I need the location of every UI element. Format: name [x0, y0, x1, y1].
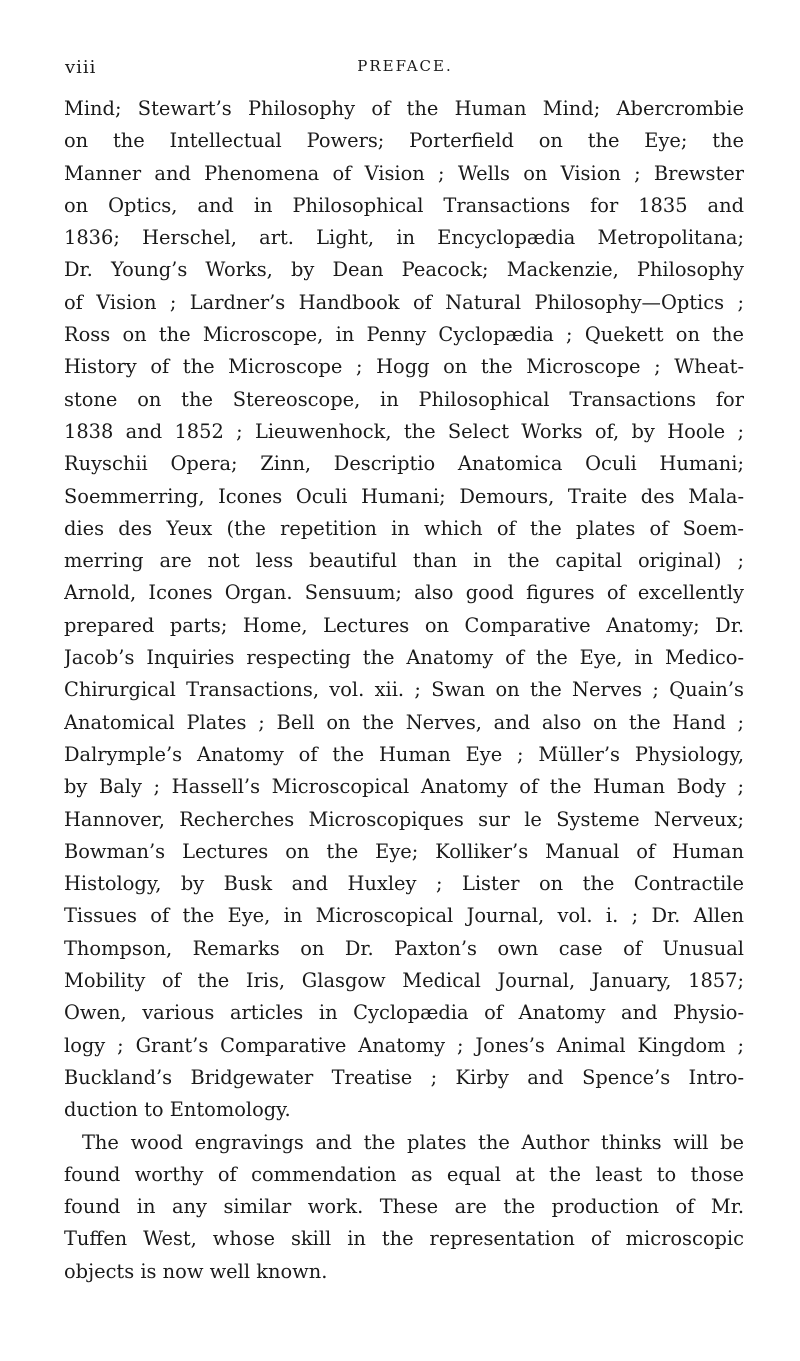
text-line: duction to Entomology. [64, 1098, 291, 1122]
text-line: objects is now well known. [64, 1259, 328, 1283]
text-line: Ross on the Microscope, in Penny Cyclopædia ; Quekett on the [64, 323, 744, 347]
text-line: Arnold, Icones Organ. Sensuum; also good figures of excellently [64, 581, 744, 605]
text-line: Dr. Young’s Works, by Dean Peacock; Mackenzie, Philosophy [64, 258, 744, 282]
text-line: Manner and Phenomena of Vision ; Wells on Vision ; Brewster [64, 161, 744, 185]
text-line: 1836; Herschel, art. Light, in Encyclopædia Metropolitana; [64, 226, 744, 250]
running-head [65, 57, 745, 85]
text-line: Chirurgical Transactions, vol. xii. ; Swan on the Nerves ; Quain’s [64, 678, 744, 702]
running-title: PREFACE. [357, 57, 453, 75]
text-line: Thompson, Remarks on Dr. Paxton’s own case of Unusual [64, 936, 744, 960]
text-line: on Optics, and in Philosophical Transactions for 1835 and [64, 193, 744, 217]
body-text [64, 93, 744, 1288]
text-line: Owen, various articles in Cyclopædia of Anatomy and Physio- [64, 1001, 744, 1025]
text-line: found in any similar work. These are the production of Mr. [64, 1195, 744, 1219]
text-line: Dalrymple’s Anatomy of the Human Eye ; Müller’s Physiology, [64, 742, 744, 766]
text-line: Hannover, Recherches Microscopiques sur le Systeme Nerveux; [64, 807, 744, 831]
text-line: Histology, by Busk and Huxley ; Lister on the Contractile [64, 872, 744, 896]
text-line: Buckland’s Bridgewater Treatise ; Kirby and Spence’s Intro- [64, 1065, 744, 1089]
text-line: Jacob’s Inquiries respecting the Anatomy of the Eye, in Medico- [64, 646, 744, 670]
text-line: The wood engravings and the plates the Author thinks will be [82, 1130, 744, 1154]
text-line: Bowman’s Lectures on the Eye; Kolliker’s Manual of Human [64, 839, 744, 863]
text-line: Tuffen West, whose skill in the representation of microscopic [64, 1227, 744, 1251]
text-line: by Baly ; Hassell’s Microscopical Anatomy of the Human Body ; [64, 775, 744, 799]
text-line: dies des Yeux (the repetition in which of the plates of Soem- [64, 516, 744, 540]
text-line: Soemmerring, Icones Oculi Humani; Demours, Traite des Mala- [64, 484, 744, 508]
page-number: viii [65, 57, 97, 78]
text-line: on the Intellectual Powers; Porterfield on the Eye; the [64, 129, 744, 153]
text-line: of Vision ; Lardner’s Handbook of Natural Philosophy—Optics ; [64, 290, 744, 314]
text-line: Mobility of the Iris, Glasgow Medical Journal, January, 1857; [64, 969, 744, 993]
text-line: merring are not less beautiful than in the capital original) ; [64, 549, 744, 573]
text-line: Anatomical Plates ; Bell on the Nerves, and also on the Hand ; [64, 710, 744, 734]
text-line: logy ; Grant’s Comparative Anatomy ; Jones’s Animal Kingdom ; [64, 1033, 744, 1057]
text-line: Mind; Stewart’s Philosophy of the Human Mind; Abercrombie [64, 97, 744, 120]
text-line: found worthy of commendation as equal at the least to those [64, 1162, 744, 1186]
text-line: stone on the Stereoscope, in Philosophical Transactions for [64, 387, 744, 411]
text-line: prepared parts; Home, Lectures on Comparative Anatomy; Dr. [64, 613, 744, 637]
text-line: Ruyschii Opera; Zinn, Descriptio Anatomica Oculi Humani; [64, 452, 744, 476]
text-line: History of the Microscope ; Hogg on the Microscope ; Wheat- [64, 355, 744, 379]
text-line: 1838 and 1852 ; Lieuwenhock, the Select Works of, by Hoole ; [64, 419, 744, 443]
text-line: Tissues of the Eye, in Microscopical Journal, vol. i. ; Dr. Allen [64, 904, 744, 928]
